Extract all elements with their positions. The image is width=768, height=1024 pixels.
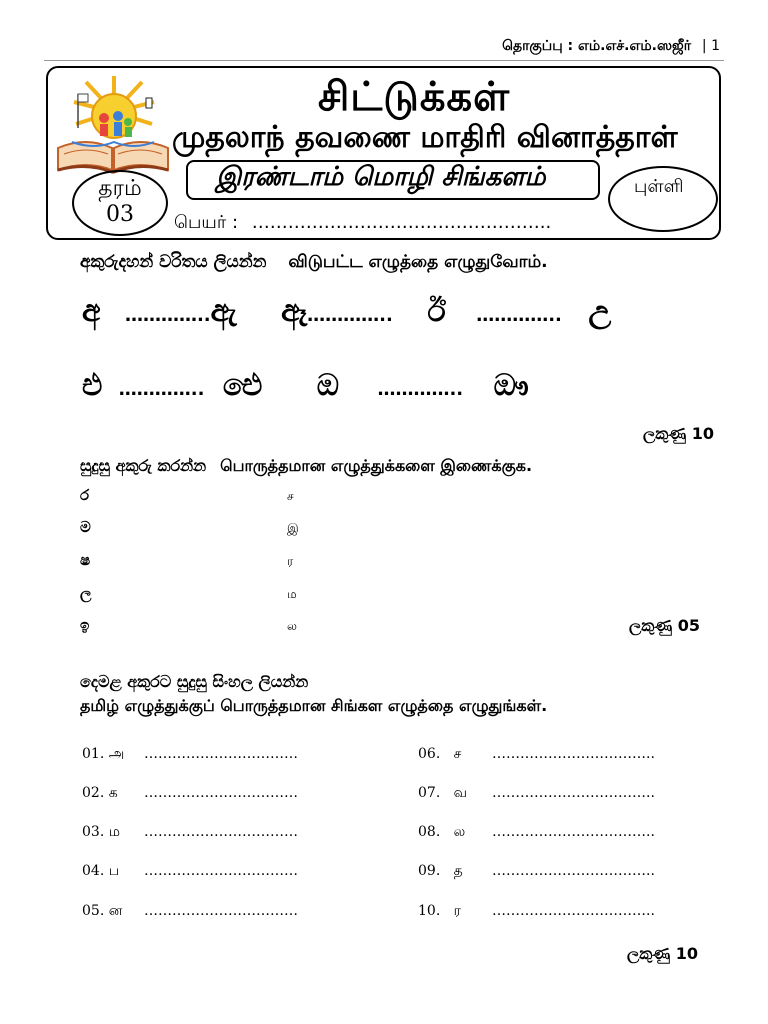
match-right-item: ர [287, 554, 294, 568]
letter: ඊ [427, 294, 446, 329]
answer-dots: …………………………….. [492, 824, 655, 840]
match-left-item: ෂ [80, 551, 91, 569]
section1-instruction-ta: விடுபட்ட எழுத்தை எழுதுவோம். [288, 252, 548, 272]
name-label: பெயர் : [174, 212, 239, 233]
tamil-letter: ல [453, 824, 466, 840]
subject-title: இரண்டாம் மொழி சிங்களம் [216, 162, 546, 192]
blank-dots[interactable]: ………….. [476, 305, 562, 326]
match-right-item: இ [287, 521, 299, 535]
tamil-letter: அ [108, 746, 125, 762]
section1-row-1 [82, 294, 611, 329]
subject-box [186, 160, 600, 200]
exam-subtitle: முதலாந் தவணை மாதிரி வினாத்தாள் [172, 120, 678, 155]
answer-dots: …………………………….. [492, 903, 655, 919]
grade-number: 03 [106, 202, 134, 227]
tamil-letter: ச [453, 746, 462, 762]
compiler-line [502, 38, 720, 56]
match-right-item: ம [287, 587, 297, 601]
letter: ඇ [210, 294, 237, 329]
blank-dots[interactable]: ………….. [377, 379, 464, 400]
section1-marks: ලකුණු 10 [642, 424, 714, 443]
answer-dots: …………………………… [144, 824, 298, 840]
tamil-letter: ப [108, 863, 120, 879]
blank-dots[interactable]: ………….. [118, 379, 205, 400]
question-item[interactable]: 05. ன …………………………… [82, 903, 298, 919]
section3-instruction-ta: தமிழ் எழுத்துக்குப் பொருத்தமான சிங்கள எழுத்தை எழுதுங்கள். [80, 696, 548, 715]
match-left-item: ල [80, 584, 92, 602]
section3-marks: ලකුණු 10 [626, 944, 698, 963]
section3-instruction-si: දෙමළ අකුරට සුදුසු සිංහල ලියන්න [80, 672, 309, 691]
page-number: | 1 [701, 38, 720, 54]
tamil-letter: த [453, 863, 463, 879]
section2-instruction-si: සුදුසු අකුරු කරන්න [80, 456, 207, 475]
marks-label: புள்ளி [634, 176, 684, 197]
section2-instruction [80, 456, 532, 477]
blank-dots[interactable]: ………….. [124, 305, 211, 326]
question-item[interactable]: 08. ல …………………………….. [418, 824, 655, 840]
answer-dots: …………………………… [144, 746, 298, 762]
blank-dots[interactable]: ………….. [307, 305, 393, 326]
worksheet-title: சிட்டுக்கள் [318, 74, 511, 120]
question-item[interactable]: 09. த …………………………….. [418, 863, 655, 879]
section1-instruction-si: අකුරුදහන් වරිතය ලියන්න [80, 252, 267, 272]
answer-dots: …………………………….. [492, 746, 655, 762]
tamil-letter: ன [108, 903, 123, 919]
question-item[interactable]: 04. ப …………………………… [82, 863, 298, 879]
letter: ඈ [281, 294, 308, 329]
tamil-letter: க [108, 785, 118, 801]
match-right-item: ச [287, 489, 294, 503]
name-field[interactable] [174, 212, 551, 235]
tamil-letter: ர [453, 903, 461, 919]
tamil-letter: வ [453, 785, 468, 801]
answer-dots: …………………………… [144, 863, 298, 879]
answer-dots: …………………………….. [492, 785, 655, 801]
question-item[interactable]: 07. வ …………………………….. [418, 785, 655, 801]
letter: අ [82, 294, 101, 329]
match-left-item: ඉ [80, 616, 90, 634]
question-item[interactable]: 06. ச …………………………….. [418, 746, 655, 762]
match-right-item: ல [287, 619, 297, 633]
question-item[interactable]: 10. ர …………………………….. [418, 903, 655, 919]
title-box [46, 66, 721, 240]
answer-dots: …………………………… [144, 903, 298, 919]
grade-label: தரம் [98, 176, 142, 201]
match-left-item: ර [80, 486, 90, 504]
section2-marks: ලකුණු 05 [628, 616, 700, 635]
question-item[interactable]: 01. அ …………………………… [82, 746, 298, 762]
book-sun-logo-icon [54, 72, 172, 176]
letter: එ [82, 368, 103, 403]
letter: ඖ [493, 368, 529, 403]
match-left-item: ම [80, 518, 91, 536]
tamil-letter: ம [108, 824, 120, 840]
answer-dots: …………………………… [144, 785, 298, 801]
header-rule [44, 60, 724, 61]
section2-instruction-ta: பொருத்தமான எழுத்துக்களை இணைக்குக. [220, 456, 533, 475]
answer-dots: …………………………….. [492, 863, 655, 879]
marks-oval [608, 166, 718, 232]
name-dots: ………………………………………….. [251, 212, 552, 233]
grade-oval [72, 170, 168, 236]
letter: ඓ [222, 368, 263, 403]
section1-row-2 [82, 368, 529, 403]
compiler-credit: தொகுப்பு : எம்.எச்.எம்.ஸஜீர் [502, 38, 692, 54]
question-item[interactable]: 02. க …………………………… [82, 785, 298, 801]
question-item[interactable]: 03. ம …………………………… [82, 824, 298, 840]
letter: ඔ [316, 368, 340, 403]
section1-instruction [80, 252, 548, 274]
letter: උ [588, 294, 612, 329]
